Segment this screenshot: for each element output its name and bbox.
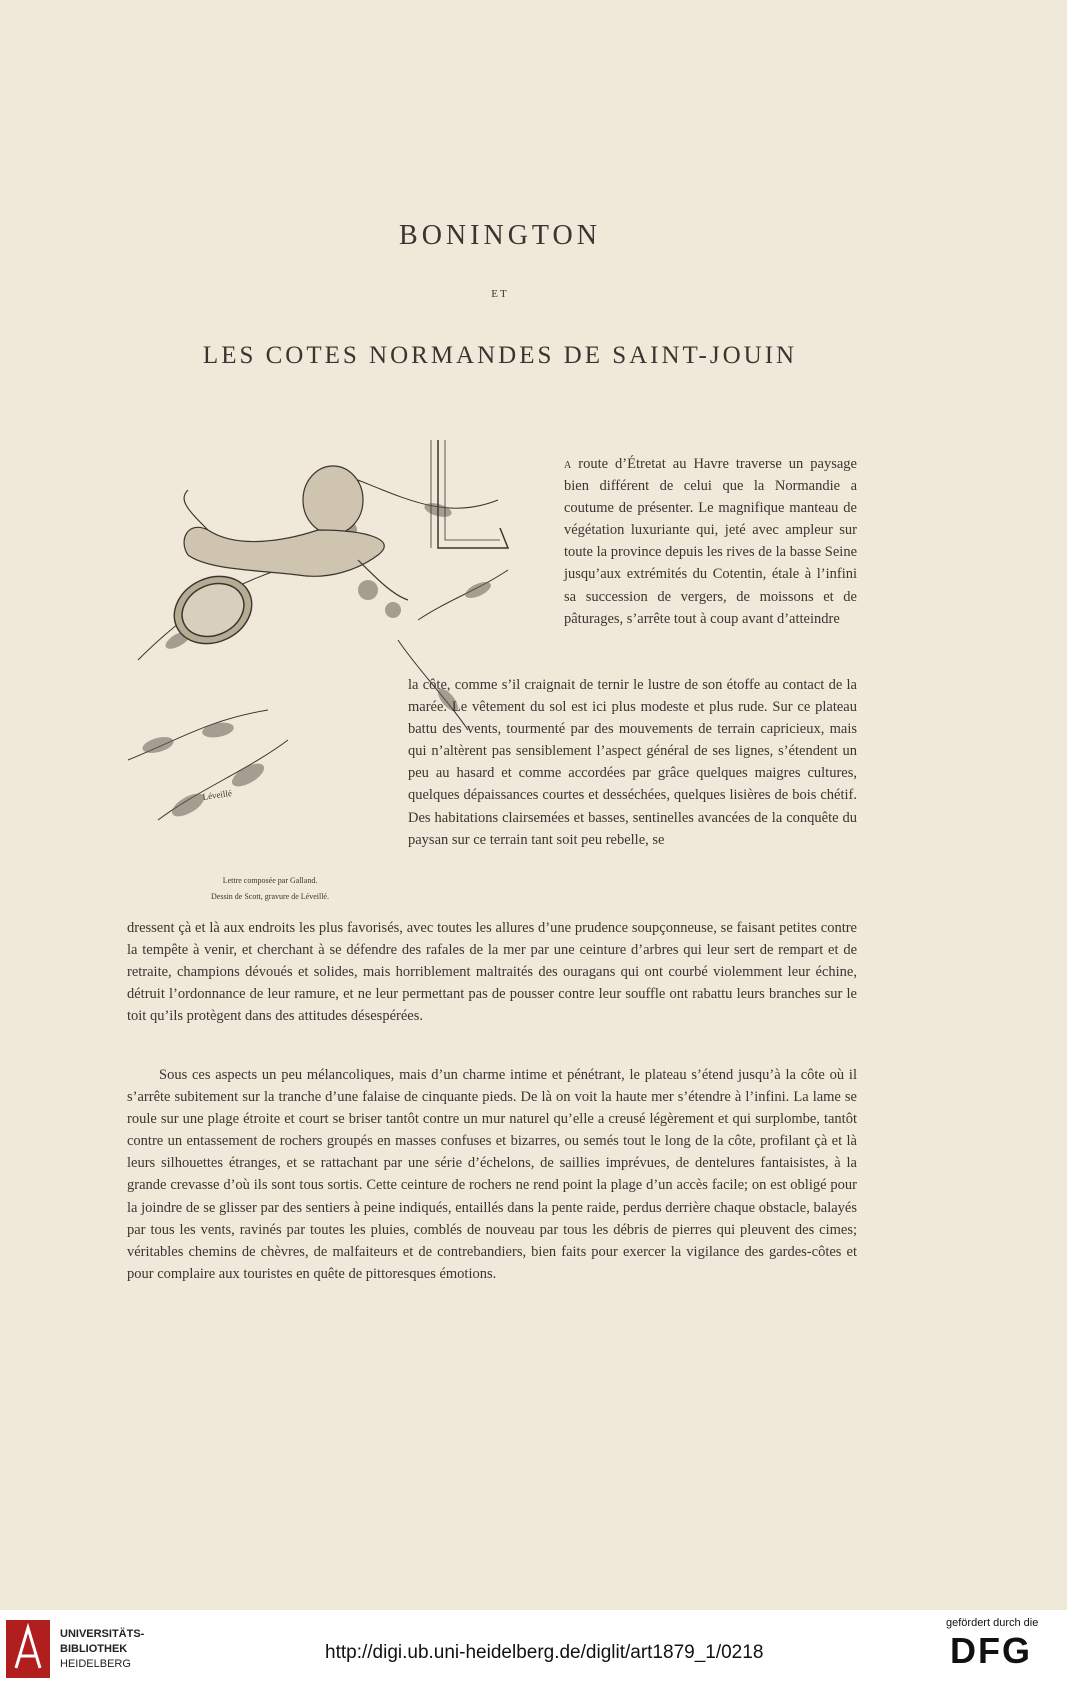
institution-line-1: UNIVERSITÄTS- bbox=[60, 1628, 145, 1640]
dfg-logo: DFG bbox=[950, 1630, 1032, 1671]
funding-note: gefördert durch die bbox=[946, 1617, 1039, 1629]
university-seal-icon bbox=[4, 1618, 52, 1680]
title-conjunction: ET bbox=[491, 288, 509, 300]
paragraph-2: Sous ces aspects un peu mélancoliques, mais d’un charme intime et pénétrant, le plateau s’étend jusqu’à la côte où il s’arrête subitement sur la tranche d’une falaise de cinquante pieds. De là on voit la haute mer s’étendre à l’infini. La lame se roule sur une plage étroite et court se briser tantôt contre un mur naturel qu’elle a creusé légèrement et qui surplombe, tantôt contre un entassement de rochers groupés en masses confuses et bizarres, ou semés tout le long de la côte, profilant çà et là leurs silhouettes étranges, et se rattachant par une série d’échelons, de saillies imprévues, de dentelures fantaisistes, à la grande crevasse d’où ils sont tous sortis. Cette ceinture de rochers ne rend point la plage d’un accès facile; on est obligé pour la joindre de se glisser par des sentiers à peine indiqués, entaillés dans la pente raide, perdus derrière chaque obstacle, balayés par tous les vents, ravinés par toutes les pluies, comblés de nouveau par tous les débris de pierres qui pleuvent des cimes; véritables chemins de chèvres, de malfaiteurs et de contrebandiers, bien faits pour exercer la vigilance des gardes-côtes et pour complaire aux touristes en quête de pittoresques émotions. bbox=[127, 1067, 857, 1282]
paragraph-1-part-2: la côte, comme s’il craignait de ternir le lustre de son étoffe au contact de la marée. Le vêtement du sol est ici plus modeste et plus rude. Sur ce plateau battu des vents, tourmenté par des mouvements de terrain capricieux, mais qui n’altèrent pas sensiblement l’aspect général de ses lignes, s’étendent un peu au hasard et comme accordées par grâce quelques maigres cultures, quelques dépaissances courtes et desséchées, quelques lisières de bois chétif. Des habitations clairsemées et basses, sentinelles avancées de la conquête du paysan sur ce terrain tant soit peu rebelle, se bbox=[408, 677, 857, 848]
paragraph-1-part-1 bbox=[564, 453, 857, 630]
paragraph-1-part-3: dressent çà et là aux endroits les plus favorisés, avec toutes les allures d’une prudence soupçonneuse, se faisant petites contre la tempête à venir, et cherchant à se défendre des rafales de la mer par une ceinture d’arbres qui leur sert de rempart et de retraite, champions dévoués et solides, mais horriblement maltraités des ouragans qui ont courbé violemment leur échine, détruit l’ordonnance de leur ramure, et ne leur permettant pas de pousser contre leur souffle ont rabattu leurs branches sur le toit qu’ils protègent dans des attitudes désespérées. bbox=[127, 920, 857, 1025]
article-title: BONINGTON bbox=[399, 220, 601, 251]
illustration-caption-2: Dessin de Scott, gravure de Léveillé. bbox=[211, 892, 329, 901]
article-subtitle: LES COTES NORMANDES DE SAINT-JOUIN bbox=[202, 342, 798, 369]
engraver-signature: Léveillé bbox=[201, 787, 233, 802]
first-word: a bbox=[564, 456, 572, 472]
permalink-url[interactable]: http://digi.ub.uni-heidelberg.de/diglit/art1879_1/0218 bbox=[325, 1642, 764, 1663]
institution-line-2: BIBLIOTHEK bbox=[60, 1643, 128, 1655]
institution-line-3: HEIDELBERG bbox=[60, 1658, 131, 1670]
drop-cap-letter: L bbox=[436, 500, 437, 501]
paragraph-1-text: route d’Étretat au Havre traverse un paysage bien différent de celui que la Normandie a coutume de présenter. Le magnifique manteau de végétation luxuriante qui, jeté avec ampleur sur toute la province depuis les rives de la basse Seine jusqu’aux extrémités du Cotentin, étale à l’infini sa succession de vergers, de moissons et de pâturages, s’arrête tout à coup avant d’atteindre bbox=[564, 456, 857, 627]
illustration-caption-1: Lettre composée par Galland. bbox=[222, 876, 318, 885]
